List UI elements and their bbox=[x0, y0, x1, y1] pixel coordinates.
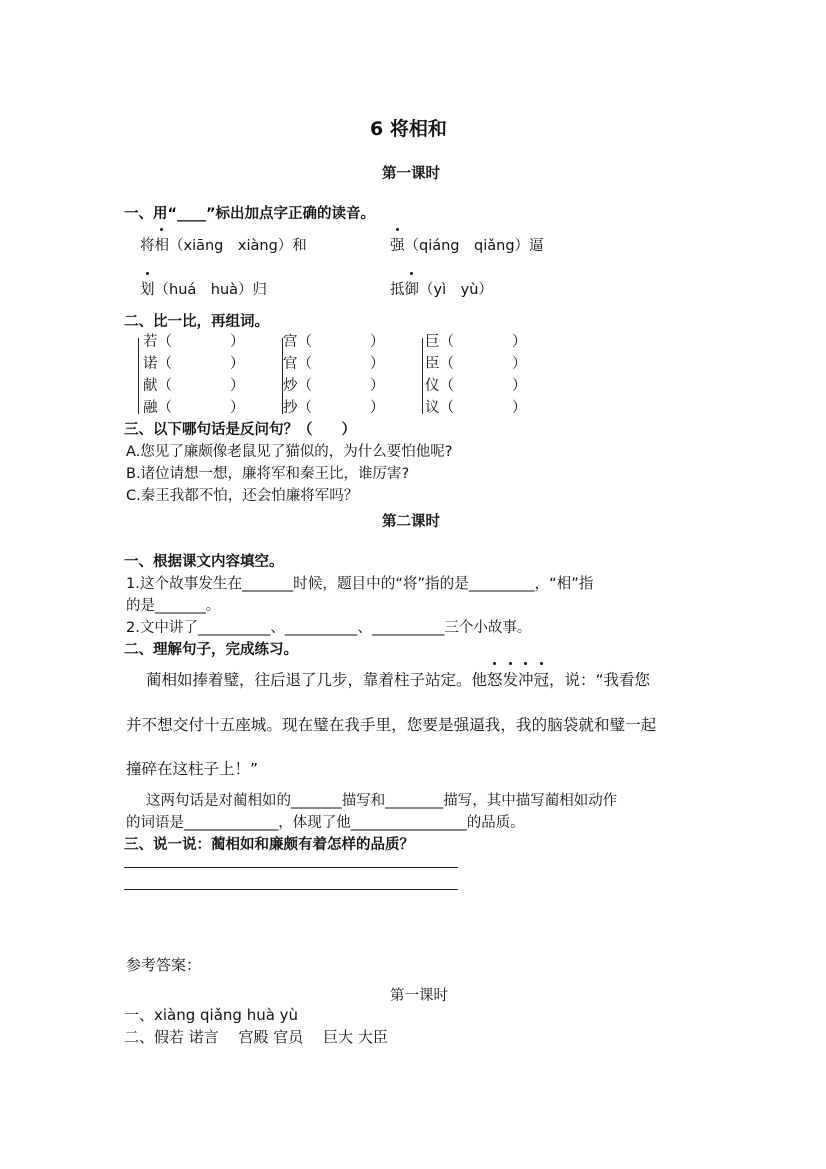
pinyin-options: （xiāng xiàng）和 bbox=[169, 238, 307, 254]
lesson2-heading: 第二课时 bbox=[382, 514, 440, 530]
l1-q1-title: 一、用“____”标出加点字正确的读音。 bbox=[124, 206, 376, 222]
pinyin-options: （yì yù） bbox=[419, 282, 493, 298]
answer-line[interactable] bbox=[124, 867, 458, 868]
item-prefix: 抵 bbox=[390, 282, 405, 298]
word-row: 官（ ） bbox=[283, 356, 385, 372]
l1-q3-title: 三、以下哪句话是反问句？（ ） bbox=[124, 422, 356, 438]
answers-heading: 参考答案： bbox=[126, 956, 202, 974]
l1-q1-item-2 bbox=[390, 234, 544, 255]
word-row: 宫（ ） bbox=[283, 334, 385, 350]
word-row: 仪（ ） bbox=[425, 378, 527, 394]
option-b: B.诸位请想一想，廉将军和秦王比，谁厉害? bbox=[126, 466, 410, 482]
l2-q3-title: 三、说一说：蔺相如和廉颇有着怎样的品质？ bbox=[124, 837, 414, 853]
item-prefix: 将 bbox=[140, 238, 155, 254]
l2-q1-title: 一、根据课文内容填空。 bbox=[124, 554, 284, 570]
answers-line1: 一、xiàng qiǎng huà yù bbox=[124, 1006, 299, 1024]
lesson1-heading: 第一课时 bbox=[382, 166, 440, 182]
dotted-char: 强 bbox=[390, 234, 405, 255]
word-row: 若（ ） bbox=[143, 334, 245, 350]
l2-q1-line2: 的是_______。 bbox=[126, 598, 221, 614]
word-row: 臣（ ） bbox=[425, 356, 527, 372]
dotted-char: 划 bbox=[140, 278, 155, 299]
dotted-char: 御 bbox=[405, 278, 420, 299]
answers-line2: 二、假若 诺言 宫殿 官员 巨大 大臣 bbox=[124, 1028, 388, 1046]
l1-q1-item-1 bbox=[140, 234, 307, 255]
l2-q2-title: 二、理解句子，完成练习。 bbox=[124, 642, 298, 658]
l2-q2-exercise-line1: 这两句话是对蔺相如的_______描写和________描写，其中描写蔺相如动作 bbox=[146, 793, 618, 809]
l1-q2-title: 二、比一比，再组词。 bbox=[124, 314, 269, 330]
pinyin-options: （qiáng qiǎng）逼 bbox=[404, 238, 544, 254]
word-row: 炒（ ） bbox=[283, 378, 385, 394]
word-row: 融（ ） bbox=[143, 400, 245, 416]
answers-lesson-heading: 第一课时 bbox=[390, 988, 448, 1004]
word-row: 议（ ） bbox=[425, 400, 527, 416]
option-c: C.秦王我都不怕，还会怕廉将军吗？ bbox=[126, 488, 359, 504]
l2-q1-line1: 1.这个故事发生在_______时候，题目中的“将”指的是_________，“相”指 bbox=[126, 575, 594, 592]
dotted-char: 相 bbox=[155, 234, 170, 255]
dotted-idiom: 怒发冲冠 bbox=[487, 671, 549, 689]
l1-q1-item-3 bbox=[140, 278, 267, 299]
passage-text: 蔺相如捧着璧，往后退了几步，靠着柱子站定。他 bbox=[146, 671, 488, 689]
word-row: 巨（ ） bbox=[425, 334, 527, 350]
l2-q2-exercise-line2: 的词语是_____________，体现了他________________的品质。 bbox=[126, 815, 525, 831]
passage-line1 bbox=[146, 668, 650, 690]
l1-q1-item-4 bbox=[390, 278, 493, 299]
answer-line[interactable] bbox=[124, 889, 458, 890]
passage-text: ，说：“我看您 bbox=[549, 671, 651, 689]
l2-q1-line3: 2.文中讲了__________、__________、__________三个小故事。 bbox=[126, 620, 532, 636]
word-row: 抄（ ） bbox=[283, 400, 385, 416]
word-row: 献（ ） bbox=[143, 378, 245, 394]
page-title: 6 将相和 bbox=[370, 118, 447, 140]
passage-line3: 撞碎在这柱子上！” bbox=[126, 760, 259, 778]
pinyin-options: （huá huà）归 bbox=[154, 282, 268, 298]
word-row: 诺（ ） bbox=[143, 356, 245, 372]
passage-line2: 并不想交付十五座城。现在璧在我手里，您要是强逼我，我的脑袋就和璧一起 bbox=[126, 716, 657, 734]
option-a: A.您见了廉颇像老鼠见了猫似的，为什么要怕他呢? bbox=[126, 444, 453, 460]
